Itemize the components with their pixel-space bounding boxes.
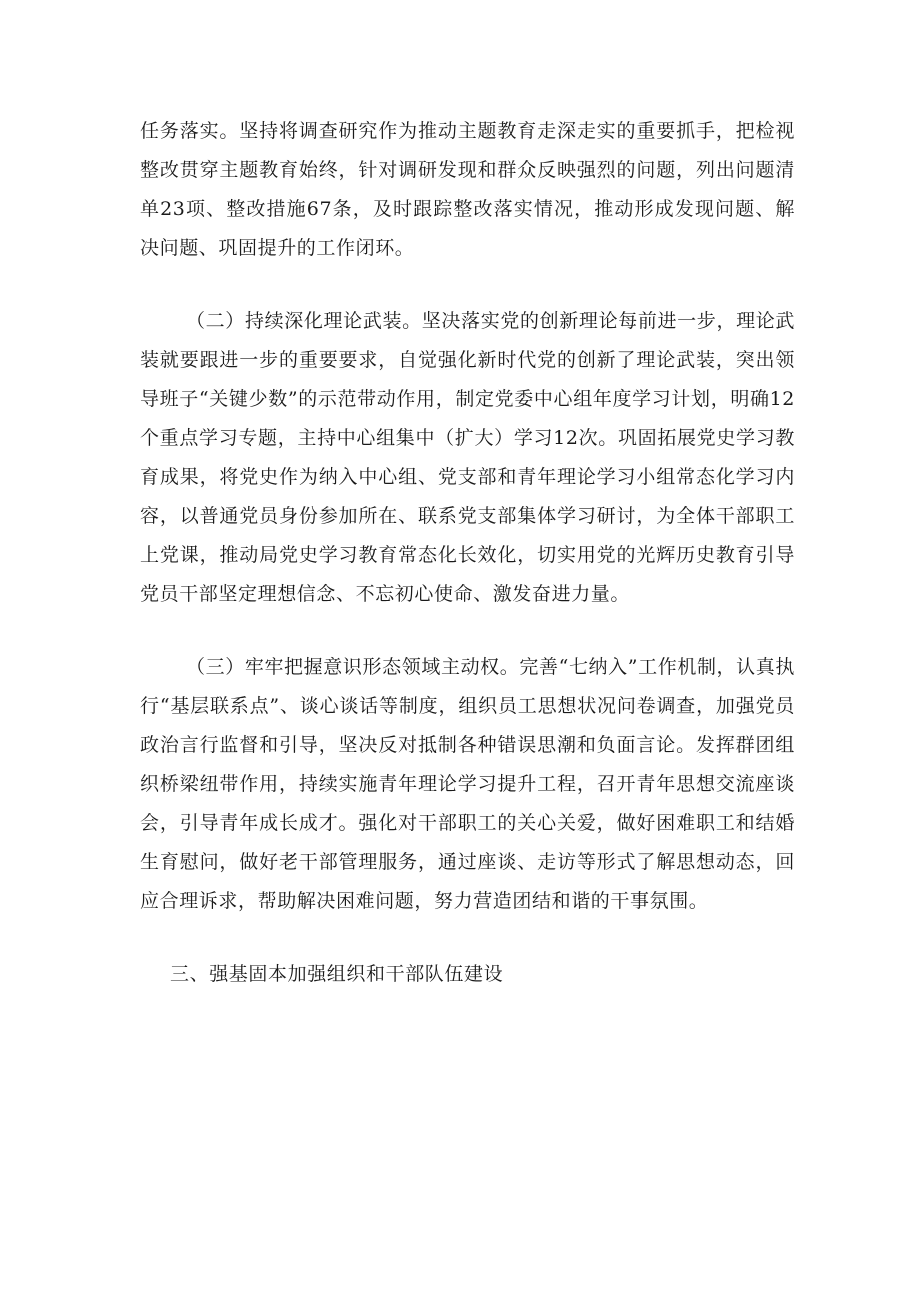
paragraph-gap (140, 921, 795, 955)
paragraph-ideology-initiative: （三）牢牢把握意识形态领域主动权。完善“七纳入”工作机制，认真执行“基层联系点”、谈心谈话等制度，组织员工思想状况问卷调查，加强党员政治言行监督和引导，坚决反对抵制各种错误思潮和负面言论。发挥群团组织桥梁纽带作用，持续实施青年理论学习提升工程，召开青年思想交流座谈会，引导青年成长成才。强化对干部职工的关心关爱，做好困难职工和结婚生育慰问，做好老干部管理服务，通过座谈、走访等形式了解思想动态，回应合理诉求，帮助解决困难问题，努力营造团结和谐的干事氛围。 (140, 656, 795, 912)
section-heading: 三、强基固本加强组织和干部队伍建设 (170, 963, 504, 985)
paragraph-gap (140, 268, 795, 302)
paragraph-task-implementation: 任务落实。坚持将调查研究作为推动主题教育走深走实的重要抓手，把检视整改贯穿主题教育始终，针对调研发现和群众反映强烈的问题，列出问题清单23项、整改措施67条，及时跟踪整改落实情况，推动形成发现问题、解决问题、巩固提升的工作闭环。 (140, 120, 795, 259)
paragraph-theory-armament: （二）持续深化理论武装。坚决落实党的创新理论每前进一步，理论武装就要跟进一步的重要要求，自觉强化新时代党的创新了理论武装，突出领导班子“关键少数”的示范带动作用，制定党委中心组年度学习计划，明确12个重点学习专题，主持中心组集中（扩大）学习12次。巩固拓展党史学习教育成果，将党史作为纳入中心组、党支部和青年理论学习小组常态化学习内容，以普通党员身份参加所在、联系党支部集体学习研讨，为全体干部职工上党课，推动局党史学习教育常态化长效化，切实用党的光辉历史教育引导党员干部坚定理想信念、不忘初心使命、激发奋进力量。 (140, 310, 795, 605)
document-body (140, 112, 795, 994)
paragraph-gap (140, 614, 795, 648)
